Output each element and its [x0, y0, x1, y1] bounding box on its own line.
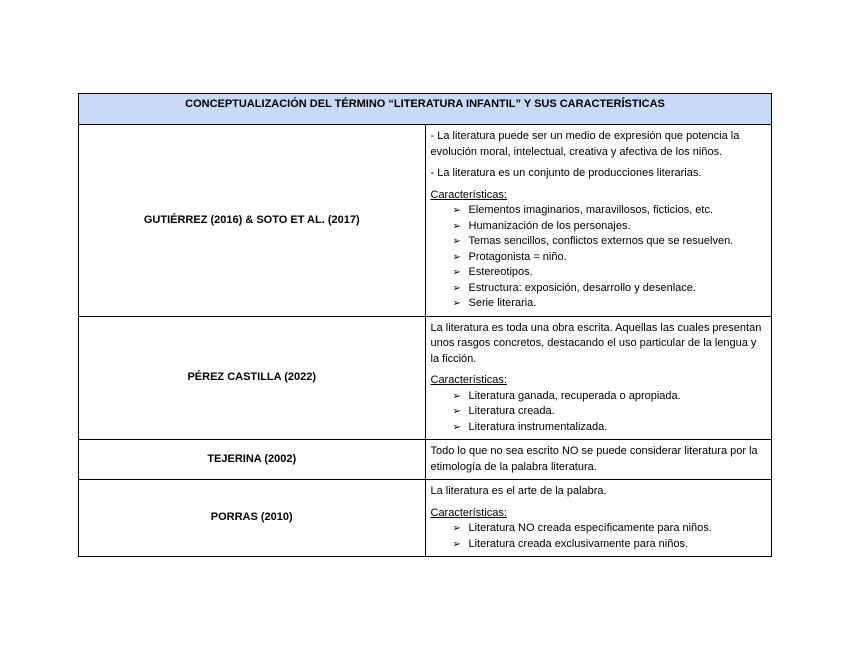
description-cell: [425, 316, 772, 440]
table-row: [79, 440, 772, 480]
list-item: [453, 420, 767, 436]
characteristics-label: Características:: [430, 374, 507, 386]
arrow-bullet-icon: ➢: [452, 523, 461, 534]
characteristics-label: Características:: [430, 188, 507, 201]
definition-text: - La literatura puede ser un medio de expresión que potencia la evolución moral, intelectual, creativa y afectiva de los niños.: [430, 130, 740, 158]
concept-table: [78, 93, 772, 557]
list-item: [453, 234, 767, 250]
arrow-bullet-icon: ➢: [452, 406, 461, 417]
description-cell: [425, 440, 772, 480]
list-item: [453, 203, 767, 219]
characteristics-block: [431, 373, 767, 435]
characteristic-text: Temas sencillos, conflictos externos que se resuelven.: [468, 235, 734, 247]
author-cell: PÉREZ CASTILLA (2022): [79, 316, 426, 440]
arrow-bullet-icon: ➢: [452, 205, 461, 216]
arrow-bullet-icon: ➢: [452, 282, 461, 294]
characteristic-text: Humanización de los personajes.: [468, 219, 631, 232]
arrow-bullet-icon: ➢: [452, 267, 461, 278]
list-item: [453, 250, 767, 266]
characteristics-list: [431, 389, 767, 436]
definition-text: - La literatura es un conjunto de producciones literarias.: [430, 167, 702, 179]
table-row: [79, 480, 772, 557]
arrow-bullet-icon: ➢: [452, 421, 461, 433]
author-cell: PORRAS (2010): [79, 480, 426, 557]
characteristics-block: [431, 506, 767, 553]
arrow-bullet-icon: ➢: [452, 236, 461, 247]
list-item: [453, 281, 767, 297]
table-row: [79, 125, 772, 317]
characteristic-text: Estereotipos.: [468, 266, 533, 278]
arrow-bullet-icon: ➢: [452, 298, 461, 309]
list-item: [453, 537, 767, 553]
author-cell: GUTIÉRREZ (2016) & SOTO ET AL. (2017): [79, 125, 426, 317]
list-item: [453, 404, 767, 420]
characteristic-text: Estructura: exposición, desarrollo y desenlace.: [468, 281, 696, 294]
arrow-bullet-icon: ➢: [452, 251, 461, 263]
table-row: [79, 316, 772, 440]
definition-text: La literatura es el arte de la palabra.: [430, 485, 607, 497]
list-item: [453, 265, 767, 281]
characteristic-text: Literatura creada.: [468, 405, 555, 417]
arrow-bullet-icon: ➢: [452, 390, 461, 402]
characteristic-text: Literatura ganada, recuperada o apropiada.: [468, 389, 681, 402]
characteristic-text: Literatura NO creada específicamente para niños.: [468, 522, 712, 534]
characteristic-text: Literatura creada exclusivamente para niños.: [468, 537, 689, 550]
characteristic-text: Literatura instrumentalizada.: [468, 420, 608, 433]
description-cell: [425, 480, 772, 557]
description-cell: [425, 125, 772, 317]
list-item: [453, 389, 767, 405]
characteristics-list: [431, 203, 767, 312]
characteristics-list: [431, 521, 767, 552]
characteristics-label: Características:: [430, 506, 507, 519]
characteristic-text: Protagonista = niño.: [468, 250, 567, 263]
list-item: [453, 296, 767, 312]
characteristic-text: Serie literaria.: [468, 297, 537, 309]
characteristic-text: Elementos imaginarios, maravillosos, ficticios, etc.: [468, 204, 714, 216]
arrow-bullet-icon: ➢: [452, 538, 461, 550]
author-cell: TEJERINA (2002): [79, 440, 426, 480]
definition-text: Todo lo que no sea escrito NO se puede considerar literatura por la etimología de la palabra literatura.: [430, 445, 758, 473]
table-title: CONCEPTUALIZACIÓN DEL TÉRMINO “LITERATURA INFANTIL” Y SUS CARACTERÍSTICAS: [79, 94, 772, 125]
characteristics-block: [431, 188, 767, 312]
table-body: [79, 125, 772, 557]
arrow-bullet-icon: ➢: [452, 220, 461, 232]
definition-text: La literatura es toda una obra escrita. Aquellas las cuales presentan unos rasgos concretos, destacando el uso particular de la lengua y la ficción.: [430, 321, 762, 365]
list-item: [453, 219, 767, 235]
list-item: [453, 521, 767, 537]
